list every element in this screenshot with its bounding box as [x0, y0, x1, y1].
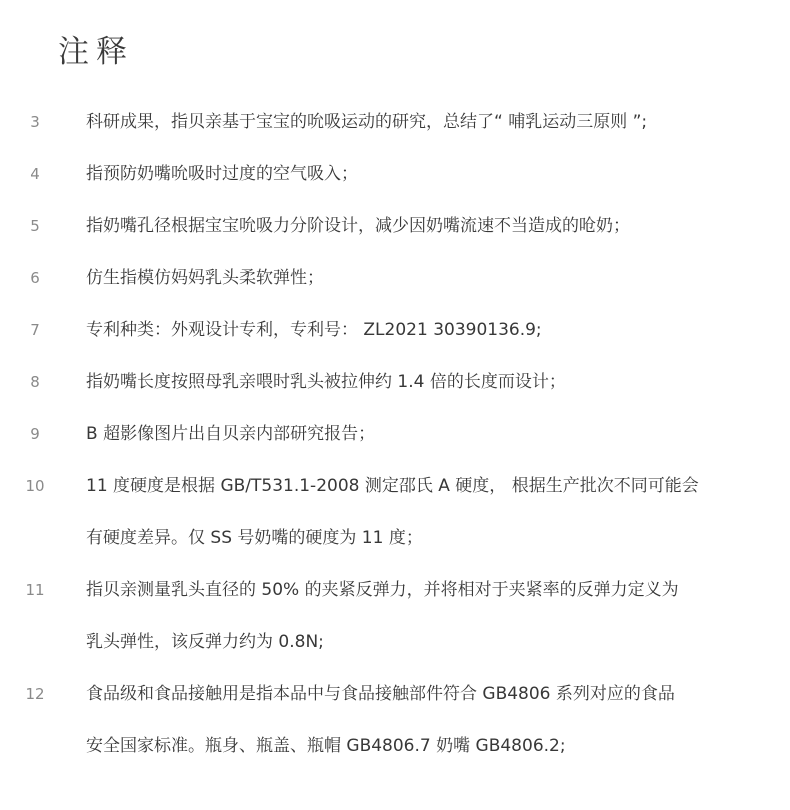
note-text — [86, 668, 751, 772]
note-text-line: 指预防奶嘴吮吸时过度的空气吸入； — [86, 164, 358, 184]
note-text-line: 仿生指模仿妈妈乳头柔软弹性； — [86, 268, 324, 288]
note-text — [86, 96, 751, 148]
note-text — [86, 252, 751, 304]
note-text-line: 科研成果，指贝亲基于宝宝的吮吸运动的研究，总结了“ 哺乳运动三原则 ”; — [86, 112, 648, 132]
note-text-line: 指贝亲测量乳头直径的 50% 的夹紧反弹力，并将相对于夹紧率的反弹力定义为 — [86, 580, 679, 600]
note-text-line: 安全国家标准。瓶身、瓶盖、瓶帽 GB4806.7 奶嘴 GB4806.2; — [86, 736, 566, 756]
note-number: 8 — [30, 373, 40, 391]
note-number: 4 — [30, 165, 40, 183]
note-item — [0, 408, 790, 460]
note-item — [0, 200, 790, 252]
note-text-line: 食品级和食品接触用是指本品中与食品接触部件符合 GB4806 系列对应的食品 — [86, 684, 675, 704]
notes-list — [0, 96, 790, 772]
note-text — [86, 148, 751, 200]
note-text-line: 有硬度差异。仅 SS 号奶嘴的硬度为 11 度； — [86, 528, 423, 548]
note-number: 5 — [30, 217, 40, 235]
note-item — [0, 356, 790, 408]
note-text — [86, 356, 751, 408]
note-text-line: 指奶嘴孔径根据宝宝吮吸力分阶设计，减少因奶嘴流速不当造成的呛奶； — [86, 216, 630, 236]
note-item — [0, 304, 790, 356]
note-text — [86, 200, 751, 252]
note-text — [86, 408, 751, 460]
note-number: 6 — [30, 269, 40, 287]
note-text — [86, 304, 751, 356]
note-number: 9 — [30, 425, 40, 443]
page-title: 注释 — [58, 34, 134, 70]
note-item — [0, 460, 790, 564]
note-text — [86, 564, 751, 668]
note-number: 3 — [30, 113, 40, 131]
note-number: 7 — [30, 321, 40, 339]
note-number: 12 — [25, 685, 45, 703]
note-text — [86, 460, 751, 564]
note-text-line: 指奶嘴长度按照母乳亲喂时乳头被拉伸约 1.4 倍的长度而设计； — [86, 372, 566, 392]
note-item — [0, 668, 790, 772]
note-number: 11 — [25, 581, 45, 599]
note-item — [0, 564, 790, 668]
note-item — [0, 252, 790, 304]
note-item — [0, 96, 790, 148]
note-text-line: 乳头弹性，该反弹力约为 0.8N; — [86, 632, 324, 652]
note-item — [0, 148, 790, 200]
note-number: 10 — [25, 477, 45, 495]
note-text-line: 专利种类：外观设计专利，专利号： ZL2021 30390136.9; — [86, 320, 542, 340]
note-text-line: 11 度硬度是根据 GB/T531.1-2008 测定邵氏 A 硬度， 根据生产批次不同可能会 — [86, 476, 699, 496]
note-text-line: B 超影像图片出自贝亲内部研究报告； — [86, 424, 376, 444]
